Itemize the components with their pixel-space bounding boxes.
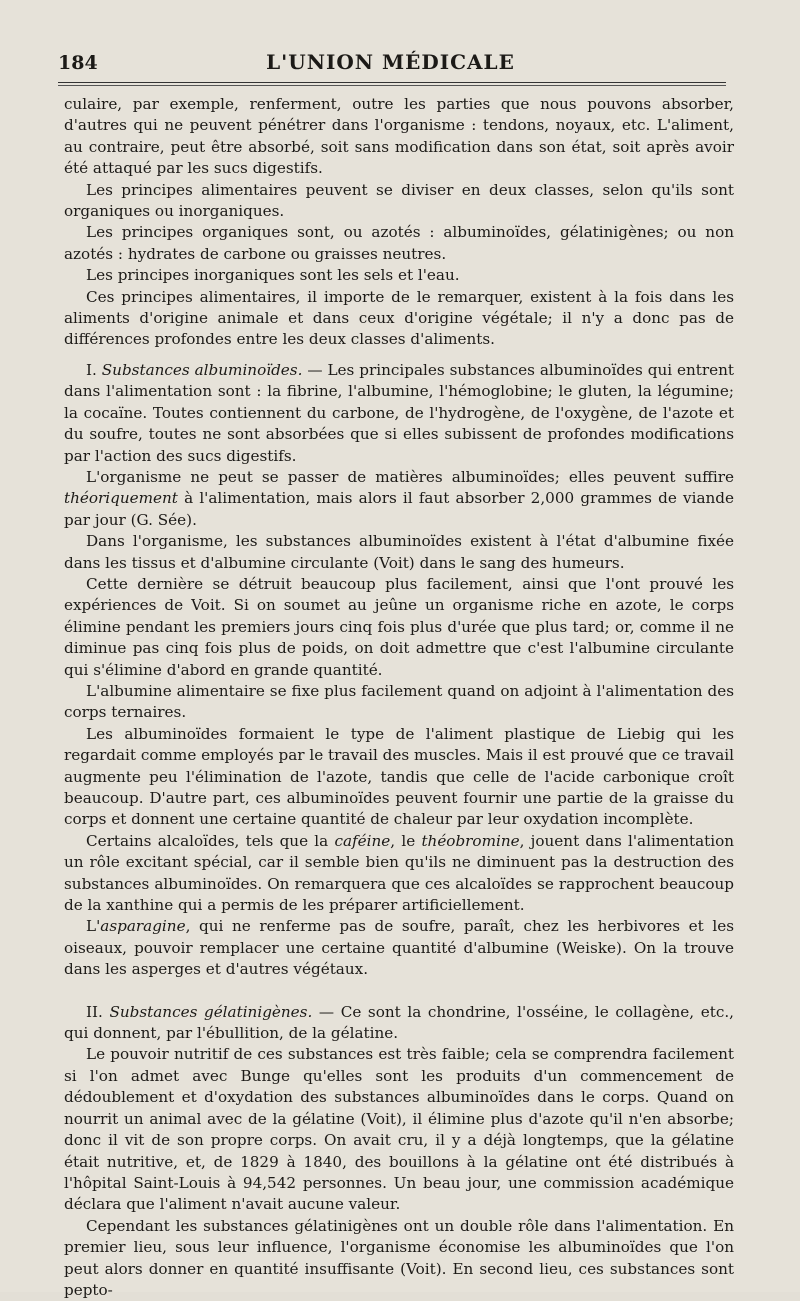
paragraph: Les principes inorganiques sont les sels et l'eau. [86,266,460,285]
paragraph: L'albumine alimentaire se fixe plus facilement quand on adjoint à l'alimentation des corps ternaires. [64,681,734,722]
paragraph: Certains alcaloïdes, tels que la caféine, le théobromine, jouent dans l'alimentation un rôle excitant spécial, car il semble bien qu'ils ne diminuent pas la destruction des substances albuminoïdes. On remarquera que ces alcaloïdes se rapprochent beaucoup de la xanthine qui a permis de les préparer artificiellement. [64,831,735,915]
paragraph: Les principes organiques sont, ou azotés : albuminoïdes, gélatinigènes; ou non azotés : hydrates de carbone ou graisses neutres. [64,223,734,263]
header-rule [58,82,726,86]
paragraph: Les albuminoïdes formaient le type de l'aliment plastique de Liebig qui les regardait comme employés par le travail des muscles. Mais il est prouvé que ce travail augmente peu l'élimination de l'azote, tandis que celle de l'acide carbonique croît beaucoup. D'autre part, ces albuminoïdes peuvent fournir une partie de la graisse du corps et donnent une certaine quantité de chaleur par leur oxydation incomplète. [64,724,734,829]
paragraph: Cependant les substances gélatinigènes ont un double rôle dans l'alimentation. En premier lieu, sous leur influence, l'organisme économise les albuminoïdes que l'on peut alors donner en quantité insuffisante (Voit). En second lieu, ces substances sont pepto- [64,1216,734,1299]
paragraph: Les principes alimentaires peuvent se diviser en deux classes, selon qu'ils sont organiques ou inorganiques. [64,180,734,221]
section-title: Substances gélatinigènes. [109,1002,313,1021]
body-text [64,94,734,1301]
paragraph: Cette dernière se détruit beaucoup plus facilement, ainsi que l'ont prouvé les expériences de Voit. Si on soumet au jeûne un organisme riche en azote, le corps élimine pendant les premiers jours cinq fois plus d'urée que plus tard; or, comme il ne diminue pas cinq fois plus de poids, on doit admettre que c'est l'albumine circulante qui s'élimine d'abord en grande quantité. [64,574,734,679]
page-header [58,44,723,74]
paragraph: Le pouvoir nutritif de ces substances est très faible; cela se comprendra facilement si l'on admet avec Bunge qu'elles sont les produits d'un commencement de dédoublement et d'oxydation des substances albuminoïdes dans le corps. Quand on nourrit un animal avec de la gélatine (Voit), il élimine plus d'azote qu'il n'en absorbe; donc il vit de son propre corps. On avait cru, il y a déjà longtemps, que la gélatine était nutritive, et, de 1829 à 1840, des bouillons à la gélatine ont été distribués à l'hôpital Saint-Louis à 94,542 personnes. Un beau jour, une commission académique déclara que l'aliment n'avait aucune valeur. [64,1045,734,1214]
section-number: I. [86,360,97,379]
running-title: L'UNION MÉDICALE [266,50,515,74]
section-number: II. [86,1002,103,1021]
page-number: 184 [58,52,98,74]
paragraph: culaire, par exemple, renferment, outre les parties que nous pouvons absorber, d'autres qui ne peuvent pénétrer dans l'organisme : tendons, noyaux, etc. L'aliment, au contraire, peut être absorbé, soit sans modification dans son état, soit après avoir été attaqué par les sucs digestifs. [64,95,734,178]
section-heading-paragraph: II. Substances gélatinigènes. — Ce sont la chondrine, l'osséine, le collagène, etc., qui donnent, par l'ébullition, de la gélatine. [64,1002,734,1043]
paragraph: L'asparagine, qui ne renferme pas de soufre, paraît, chez les herbivores et les oiseaux, pouvoir remplacer une certaine quantité d'albumine (Weiske). On la trouve dans les asperges et d'autres végétaux. [64,917,734,979]
paragraph: L'organisme ne peut se passer de matières albuminoïdes; elles peuvent suffire théoriquement à l'alimentation, mais alors il faut absorber 2,000 grammes de viande par jour (G. Sée). [64,467,735,529]
paragraph: Ces principes alimentaires, il importe de le remarquer, existent à la fois dans les aliments d'origine animale et dans ceux d'origine végétale; il n'y a donc pas de différences profondes entre les deux classes d'aliments. [64,287,734,349]
paragraph: Dans l'organisme, les substances albuminoïdes existent à l'état d'albumine fixée dans les tissus et d'albumine circulante (Voit) dans le sang des humeurs. [64,532,734,572]
section-title: Substances albuminoïdes. [101,360,303,379]
section-heading-paragraph: I. Substances albuminoïdes. — Les principales substances albuminoïdes qui entrent dans l'alimentation sont : la fibrine, l'albumine, l'hémoglobine; le gluten, la légumine; la cocaïne. Toutes contiennent du carbone, de l'hydrogène, de l'oxygène, de l'azote et du soufre, toutes ne sont absorbées que si elles subissent de profondes modifications par l'action des sucs digestifs. [64,360,735,465]
